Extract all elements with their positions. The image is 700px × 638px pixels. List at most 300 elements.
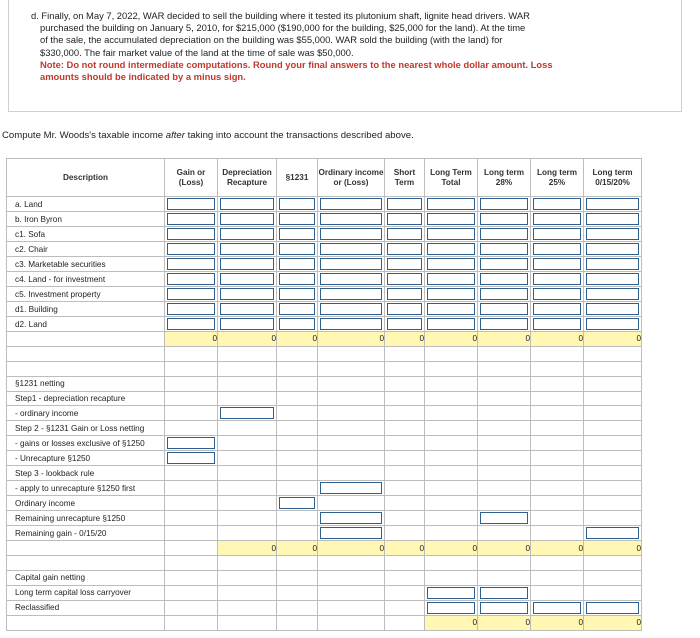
empty-cell — [478, 526, 531, 541]
amount-input[interactable] — [167, 273, 215, 285]
input-cell[interactable] — [218, 287, 277, 302]
total-cell: 0 — [531, 332, 584, 347]
table-row — [7, 585, 642, 600]
empty-cell — [584, 571, 642, 586]
amount-input[interactable] — [387, 198, 422, 210]
empty-cell — [531, 526, 584, 541]
amount-input[interactable] — [586, 213, 639, 225]
amount-input[interactable] — [320, 198, 382, 210]
amount-input[interactable] — [533, 228, 581, 240]
amount-input[interactable] — [533, 243, 581, 255]
input-cell[interactable] — [478, 242, 531, 257]
table-row — [7, 526, 642, 541]
input-cell[interactable] — [218, 197, 277, 212]
input-cell[interactable] — [218, 227, 277, 242]
amount-input[interactable] — [279, 228, 315, 240]
amount-input[interactable] — [279, 243, 315, 255]
row-description: Ordinary income — [7, 496, 165, 511]
row-description: d1. Building — [7, 302, 165, 317]
input-cell[interactable] — [584, 302, 642, 317]
input-cell[interactable] — [165, 197, 218, 212]
empty-cell — [531, 556, 584, 571]
input-cell[interactable] — [277, 257, 318, 272]
amount-input[interactable] — [427, 198, 475, 210]
amount-input[interactable] — [586, 198, 639, 210]
input-cell[interactable] — [318, 317, 385, 332]
input-cell[interactable] — [218, 257, 277, 272]
input-cell[interactable] — [165, 242, 218, 257]
amount-input[interactable] — [533, 602, 581, 614]
input-cell[interactable] — [531, 212, 584, 227]
amount-input[interactable] — [220, 228, 274, 240]
amount-input[interactable] — [427, 228, 475, 240]
input-cell[interactable] — [218, 317, 277, 332]
amount-input[interactable] — [586, 318, 639, 330]
empty-cell — [584, 466, 642, 481]
amount-input[interactable] — [533, 258, 581, 270]
amount-input[interactable] — [320, 527, 382, 539]
amount-input[interactable] — [279, 303, 315, 315]
input-cell[interactable] — [584, 197, 642, 212]
amount-input[interactable] — [220, 407, 274, 419]
problem-note — [31, 59, 631, 71]
input-cell[interactable] — [165, 302, 218, 317]
empty-cell — [584, 511, 642, 526]
amount-input[interactable] — [427, 318, 475, 330]
total-cell: 0 — [165, 332, 218, 347]
empty-cell — [531, 496, 584, 511]
input-cell[interactable] — [318, 302, 385, 317]
input-cell[interactable] — [165, 272, 218, 287]
total-cell: 0 — [478, 332, 531, 347]
col-header-short-term: Short Term — [385, 159, 425, 197]
table-row — [7, 242, 642, 257]
empty-cell — [531, 406, 584, 421]
input-cell[interactable] — [584, 212, 642, 227]
col-header-lt-total: Long Term Total — [425, 159, 478, 197]
empty-cell — [7, 332, 165, 347]
input-cell[interactable] — [584, 257, 642, 272]
input-cell[interactable] — [318, 526, 385, 541]
amount-input[interactable] — [167, 228, 215, 240]
input-cell[interactable] — [385, 272, 425, 287]
input-cell[interactable] — [584, 526, 642, 541]
empty-cell — [584, 421, 642, 436]
input-cell[interactable] — [531, 227, 584, 242]
amount-input[interactable] — [167, 213, 215, 225]
empty-cell — [277, 406, 318, 421]
input-cell[interactable] — [478, 257, 531, 272]
amount-input[interactable] — [387, 213, 422, 225]
empty-cell — [531, 361, 584, 376]
input-cell[interactable] — [218, 272, 277, 287]
empty-cell — [385, 346, 425, 361]
input-cell[interactable] — [478, 600, 531, 615]
empty-cell — [165, 421, 218, 436]
empty-cell — [218, 376, 277, 391]
amount-input[interactable] — [480, 512, 528, 524]
amount-input[interactable] — [279, 288, 315, 300]
empty-cell — [531, 585, 584, 600]
amount-input[interactable] — [320, 213, 382, 225]
amount-input[interactable] — [387, 273, 422, 285]
header-row — [7, 159, 642, 197]
input-cell[interactable] — [531, 242, 584, 257]
amount-input[interactable] — [480, 198, 528, 210]
input-cell[interactable] — [478, 227, 531, 242]
empty-cell — [584, 391, 642, 406]
input-cell[interactable] — [165, 317, 218, 332]
empty-cell — [425, 421, 478, 436]
problem-line-3: of the sale, the accumulated depreciation on the building was $55,000. WAR sold the building (with the land) for — [40, 34, 503, 46]
empty-cell — [318, 406, 385, 421]
amount-input[interactable] — [167, 303, 215, 315]
empty-cell — [425, 376, 478, 391]
tax-table — [6, 158, 642, 631]
amount-input[interactable] — [533, 303, 581, 315]
input-cell[interactable] — [318, 272, 385, 287]
input-cell[interactable] — [478, 511, 531, 526]
input-cell[interactable] — [478, 317, 531, 332]
amount-input[interactable] — [220, 318, 274, 330]
empty-cell — [218, 526, 277, 541]
amount-input[interactable] — [220, 258, 274, 270]
input-cell[interactable] — [385, 287, 425, 302]
amount-input[interactable] — [167, 318, 215, 330]
input-cell[interactable] — [318, 481, 385, 496]
amount-input[interactable] — [533, 318, 581, 330]
empty-cell — [165, 466, 218, 481]
input-cell[interactable] — [531, 600, 584, 615]
empty-cell — [425, 346, 478, 361]
empty-cell — [218, 436, 277, 451]
empty-cell — [425, 526, 478, 541]
input-cell[interactable] — [531, 287, 584, 302]
amount-input[interactable] — [586, 273, 639, 285]
empty-cell — [385, 481, 425, 496]
empty-cell — [277, 376, 318, 391]
input-cell[interactable] — [277, 272, 318, 287]
empty-cell — [425, 481, 478, 496]
input-cell[interactable] — [318, 257, 385, 272]
amount-input[interactable] — [480, 303, 528, 315]
empty-cell — [165, 541, 218, 556]
input-cell[interactable] — [318, 287, 385, 302]
col-header-lt-0-15-20: Long term 0/15/20% — [584, 159, 642, 197]
amount-input[interactable] — [220, 273, 274, 285]
empty-cell — [218, 585, 277, 600]
amount-input[interactable] — [387, 303, 422, 315]
input-cell[interactable] — [531, 302, 584, 317]
amount-input[interactable] — [167, 437, 215, 449]
amount-input[interactable] — [220, 288, 274, 300]
input-cell[interactable] — [425, 585, 478, 600]
amount-input[interactable] — [279, 497, 315, 509]
amount-input[interactable] — [480, 602, 528, 614]
amount-input[interactable] — [320, 512, 382, 524]
input-cell[interactable] — [318, 197, 385, 212]
input-cell[interactable] — [165, 451, 218, 466]
input-cell[interactable] — [385, 302, 425, 317]
input-cell[interactable] — [165, 257, 218, 272]
amount-input[interactable] — [427, 243, 475, 255]
amount-input[interactable] — [480, 243, 528, 255]
empty-cell — [385, 421, 425, 436]
input-cell[interactable] — [531, 317, 584, 332]
input-cell[interactable] — [478, 212, 531, 227]
empty-cell — [584, 585, 642, 600]
empty-cell — [277, 511, 318, 526]
amount-input[interactable] — [427, 213, 475, 225]
input-cell[interactable] — [478, 287, 531, 302]
empty-cell — [531, 346, 584, 361]
amount-input[interactable] — [480, 587, 528, 599]
amount-input[interactable] — [480, 273, 528, 285]
input-cell[interactable] — [277, 302, 318, 317]
input-cell[interactable] — [385, 212, 425, 227]
empty-cell — [478, 571, 531, 586]
problem-box — [8, 0, 682, 112]
amount-input[interactable] — [320, 273, 382, 285]
empty-cell — [478, 496, 531, 511]
question-prompt — [2, 130, 414, 141]
input-cell[interactable] — [165, 227, 218, 242]
empty-cell — [385, 361, 425, 376]
input-cell[interactable] — [425, 317, 478, 332]
amount-input[interactable] — [427, 258, 475, 270]
input-cell[interactable] — [165, 436, 218, 451]
input-cell[interactable] — [318, 227, 385, 242]
input-cell[interactable] — [277, 287, 318, 302]
problem-line-1: d. Finally, on May 7, 2022, WAR decided to sell the building where it tested its plutonium shaft, lignite head drivers. WAR — [31, 10, 530, 21]
amount-input[interactable] — [427, 587, 475, 599]
amount-input[interactable] — [586, 303, 639, 315]
amount-input[interactable] — [220, 303, 274, 315]
table-row — [7, 511, 642, 526]
empty-cell — [7, 361, 165, 376]
empty-cell — [318, 451, 385, 466]
input-cell[interactable] — [218, 406, 277, 421]
empty-cell — [165, 346, 218, 361]
amount-input[interactable] — [586, 527, 639, 539]
empty-cell — [531, 451, 584, 466]
amount-input[interactable] — [220, 198, 274, 210]
table-row — [7, 197, 642, 212]
input-cell[interactable] — [277, 242, 318, 257]
amount-input[interactable] — [387, 258, 422, 270]
col-header-ordinary: Ordinary income or (Loss) — [318, 159, 385, 197]
input-cell[interactable] — [531, 197, 584, 212]
amount-input[interactable] — [586, 228, 639, 240]
empty-cell — [584, 481, 642, 496]
amount-input[interactable] — [320, 228, 382, 240]
amount-input[interactable] — [167, 258, 215, 270]
empty-cell — [478, 361, 531, 376]
amount-input[interactable] — [320, 318, 382, 330]
amount-input[interactable] — [387, 228, 422, 240]
input-cell[interactable] — [584, 227, 642, 242]
empty-cell — [165, 585, 218, 600]
amount-input[interactable] — [167, 288, 215, 300]
empty-cell — [385, 556, 425, 571]
input-cell[interactable] — [277, 227, 318, 242]
input-cell[interactable] — [277, 197, 318, 212]
input-cell[interactable] — [425, 302, 478, 317]
input-cell[interactable] — [584, 317, 642, 332]
col-header-lt-25: Long term 25% — [531, 159, 584, 197]
table-row — [7, 302, 642, 317]
spacer-row — [7, 556, 642, 571]
empty-cell — [531, 391, 584, 406]
input-cell[interactable] — [385, 317, 425, 332]
input-cell[interactable] — [478, 272, 531, 287]
amount-input[interactable] — [533, 213, 581, 225]
amount-input[interactable] — [167, 198, 215, 210]
amount-input[interactable] — [427, 288, 475, 300]
input-cell[interactable] — [425, 212, 478, 227]
amount-input[interactable] — [480, 213, 528, 225]
amount-input[interactable] — [279, 198, 315, 210]
empty-cell — [218, 511, 277, 526]
input-cell[interactable] — [318, 511, 385, 526]
input-cell[interactable] — [425, 257, 478, 272]
input-cell[interactable] — [277, 212, 318, 227]
total-cell: 0 — [385, 541, 425, 556]
input-cell[interactable] — [478, 302, 531, 317]
amount-input[interactable] — [387, 243, 422, 255]
problem-line-2: purchased the building on January 5, 2010, for $215,000 ($190,000 for the building, $25,000 for the land). At the time — [40, 22, 526, 34]
input-cell[interactable] — [584, 600, 642, 615]
empty-cell — [318, 600, 385, 615]
input-cell[interactable] — [218, 242, 277, 257]
empty-cell — [318, 466, 385, 481]
empty-cell — [165, 406, 218, 421]
amount-input[interactable] — [480, 258, 528, 270]
input-cell[interactable] — [531, 257, 584, 272]
totals-row — [7, 541, 642, 556]
amount-input[interactable] — [480, 288, 528, 300]
input-cell[interactable] — [165, 212, 218, 227]
amount-input[interactable] — [480, 228, 528, 240]
input-cell[interactable] — [165, 287, 218, 302]
amount-input[interactable] — [533, 273, 581, 285]
empty-cell — [218, 346, 277, 361]
input-cell[interactable] — [425, 600, 478, 615]
note-text-2: amounts should be indicated by a minus sign. — [40, 71, 246, 83]
amount-input[interactable] — [279, 213, 315, 225]
amount-input[interactable] — [480, 318, 528, 330]
empty-cell — [218, 615, 277, 630]
col-header-lt-28: Long term 28% — [478, 159, 531, 197]
amount-input[interactable] — [427, 602, 475, 614]
empty-cell — [584, 376, 642, 391]
input-cell[interactable] — [318, 242, 385, 257]
col-header-gain: Gain or (Loss) — [165, 159, 218, 197]
total-cell: 0 — [318, 332, 385, 347]
input-cell[interactable] — [318, 212, 385, 227]
empty-cell — [165, 481, 218, 496]
amount-input[interactable] — [167, 452, 215, 464]
input-cell[interactable] — [218, 302, 277, 317]
input-cell[interactable] — [584, 272, 642, 287]
input-cell[interactable] — [277, 317, 318, 332]
input-cell[interactable] — [425, 197, 478, 212]
empty-cell — [478, 391, 531, 406]
amount-input[interactable] — [320, 243, 382, 255]
row-description: Step1 - depreciation recapture — [7, 391, 165, 406]
amount-input[interactable] — [220, 243, 274, 255]
amount-input[interactable] — [533, 198, 581, 210]
input-cell[interactable] — [385, 257, 425, 272]
total-cell: 0 — [584, 332, 642, 347]
input-cell[interactable] — [385, 197, 425, 212]
problem-note-2 — [31, 71, 631, 83]
amount-input[interactable] — [586, 243, 639, 255]
amount-input[interactable] — [387, 288, 422, 300]
input-cell[interactable] — [478, 585, 531, 600]
input-cell[interactable] — [584, 242, 642, 257]
input-cell[interactable] — [385, 242, 425, 257]
table-row — [7, 287, 642, 302]
row-description: Capital gain netting — [7, 571, 165, 586]
input-cell[interactable] — [385, 227, 425, 242]
table-row — [7, 406, 642, 421]
amount-input[interactable] — [279, 318, 315, 330]
empty-cell — [425, 391, 478, 406]
empty-cell — [425, 361, 478, 376]
empty-cell — [277, 346, 318, 361]
row-description: - ordinary income — [7, 406, 165, 421]
amount-input[interactable] — [279, 273, 315, 285]
amount-input[interactable] — [387, 318, 422, 330]
prompt-after: taking into account the transactions described above. — [184, 130, 414, 141]
input-cell[interactable] — [218, 212, 277, 227]
table-row — [7, 391, 642, 406]
amount-input[interactable] — [427, 303, 475, 315]
input-cell[interactable] — [531, 272, 584, 287]
input-cell[interactable] — [277, 496, 318, 511]
input-cell[interactable] — [425, 227, 478, 242]
amount-input[interactable] — [320, 288, 382, 300]
amount-input[interactable] — [427, 273, 475, 285]
total-cell: 0 — [385, 332, 425, 347]
input-cell[interactable] — [425, 272, 478, 287]
amount-input[interactable] — [320, 258, 382, 270]
empty-cell — [318, 391, 385, 406]
input-cell[interactable] — [478, 197, 531, 212]
amount-input[interactable] — [586, 602, 639, 614]
amount-input[interactable] — [320, 482, 382, 494]
empty-cell — [531, 466, 584, 481]
amount-input[interactable] — [586, 258, 639, 270]
amount-input[interactable] — [320, 303, 382, 315]
row-description: c3. Marketable securities — [7, 257, 165, 272]
input-cell[interactable] — [425, 287, 478, 302]
empty-cell — [385, 391, 425, 406]
empty-cell — [277, 571, 318, 586]
empty-cell — [425, 466, 478, 481]
empty-cell — [165, 511, 218, 526]
input-cell[interactable] — [425, 242, 478, 257]
input-cell[interactable] — [584, 287, 642, 302]
table-row — [7, 317, 642, 332]
amount-input[interactable] — [167, 243, 215, 255]
amount-input[interactable] — [586, 288, 639, 300]
empty-cell — [318, 376, 385, 391]
amount-input[interactable] — [220, 213, 274, 225]
amount-input[interactable] — [279, 258, 315, 270]
amount-input[interactable] — [533, 288, 581, 300]
